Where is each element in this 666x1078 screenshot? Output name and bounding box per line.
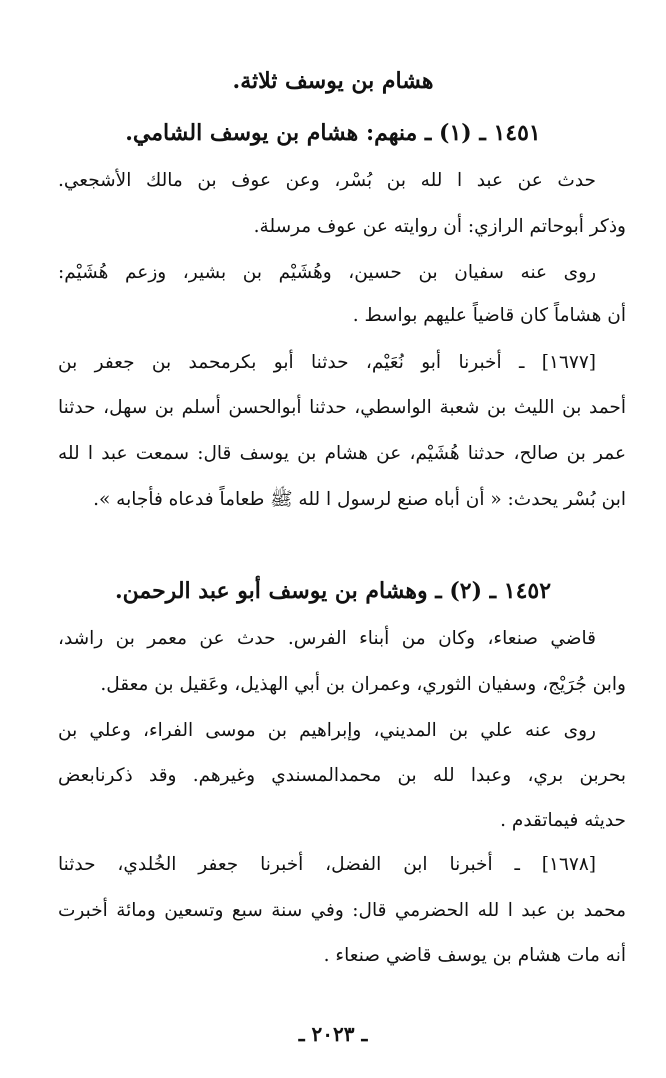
entry-1452-line-5: حديثه فيماتقدم . xyxy=(500,810,626,831)
entry-1452-line-6: [١٦٧٨] ـ أخبرنا ابن الفضل، أخبرنا جعفر الخُلدي، حدثنا xyxy=(58,854,596,875)
entry-1451-line-6: أحمد بن الليث بن شعبة الواسطي، حدثنا أبوالحسن أسلم بن سهل، حدثنا xyxy=(58,397,626,418)
entry-1451-line-4: أن هشاماً كان قاضياً عليهم بواسط . xyxy=(352,305,626,326)
entry-1452-line-7: محمد بن عبد ا لله الحضرمي قال: وفي سنة سبع وتسعين ومائة أخبرت xyxy=(58,900,626,921)
entry-1451-line-8: ابن بُسْر يحدث: « أن أباه صنع لرسول ا لله ﷺ طعاماً فدعاه فأجابه ». xyxy=(93,489,626,510)
entry-1451-line-5: [١٦٧٧] ـ أخبرنا أبو نُعَيْم، حدثنا أبو بكرمحمد بن جعفر بن xyxy=(58,352,596,373)
entry-1451-line-7: عمر بن صالح، حدثنا هُشَيْم، عن هشام بن يوسف قال: سمعت عبد ا لله xyxy=(58,443,626,464)
entry-1451-line-3: روى عنه سفيان بن حسين، وهُشَيْم بن بشير، وزعم هُشَيْم: xyxy=(58,262,596,283)
entry-1451-line-1: حدث عن عبد ا لله بن بُسْر، وعن عوف بن مالك الأشجعي. xyxy=(58,170,596,191)
entry-heading-1452: ١٤٥٢ ـ (٢) ـ وهشام بن يوسف أبو عبد الرحمن. xyxy=(114,578,552,604)
entry-1452-line-4: بحربن بري، وعبدا لله بن محمدالمسندي وغيرهم. وقد ذكرنابعض xyxy=(58,765,626,786)
page-title: هشام بن يوسف ثلاثة. xyxy=(232,68,434,94)
entry-1452-line-1: قاضي صنعاء، وكان من أبناء الفرس. حدث عن معمر بن راشد، xyxy=(58,628,596,649)
entry-1451-line-2: وذكر أبوحاتم الرازي: أن روايته عن عوف مرسلة. xyxy=(253,216,626,237)
entry-1452-line-2: وابن جُرَيْج، وسفيان الثوري، وعمران بن أبي الهذيل، وعَقيل بن معقل. xyxy=(100,674,626,695)
page-number: ـ ٢٠٢٣ ـ xyxy=(298,1022,368,1046)
entry-heading-1451: ١٤٥١ ـ (١) ـ منهم: هشام بن يوسف الشامي. xyxy=(125,120,541,146)
entry-1452-line-8: أنه مات هشام بن يوسف قاضي صنعاء . xyxy=(323,945,626,966)
entry-1452-line-3: روى عنه علي بن المديني، وإبراهيم بن موسى الفراء، وعلي بن xyxy=(58,720,596,741)
